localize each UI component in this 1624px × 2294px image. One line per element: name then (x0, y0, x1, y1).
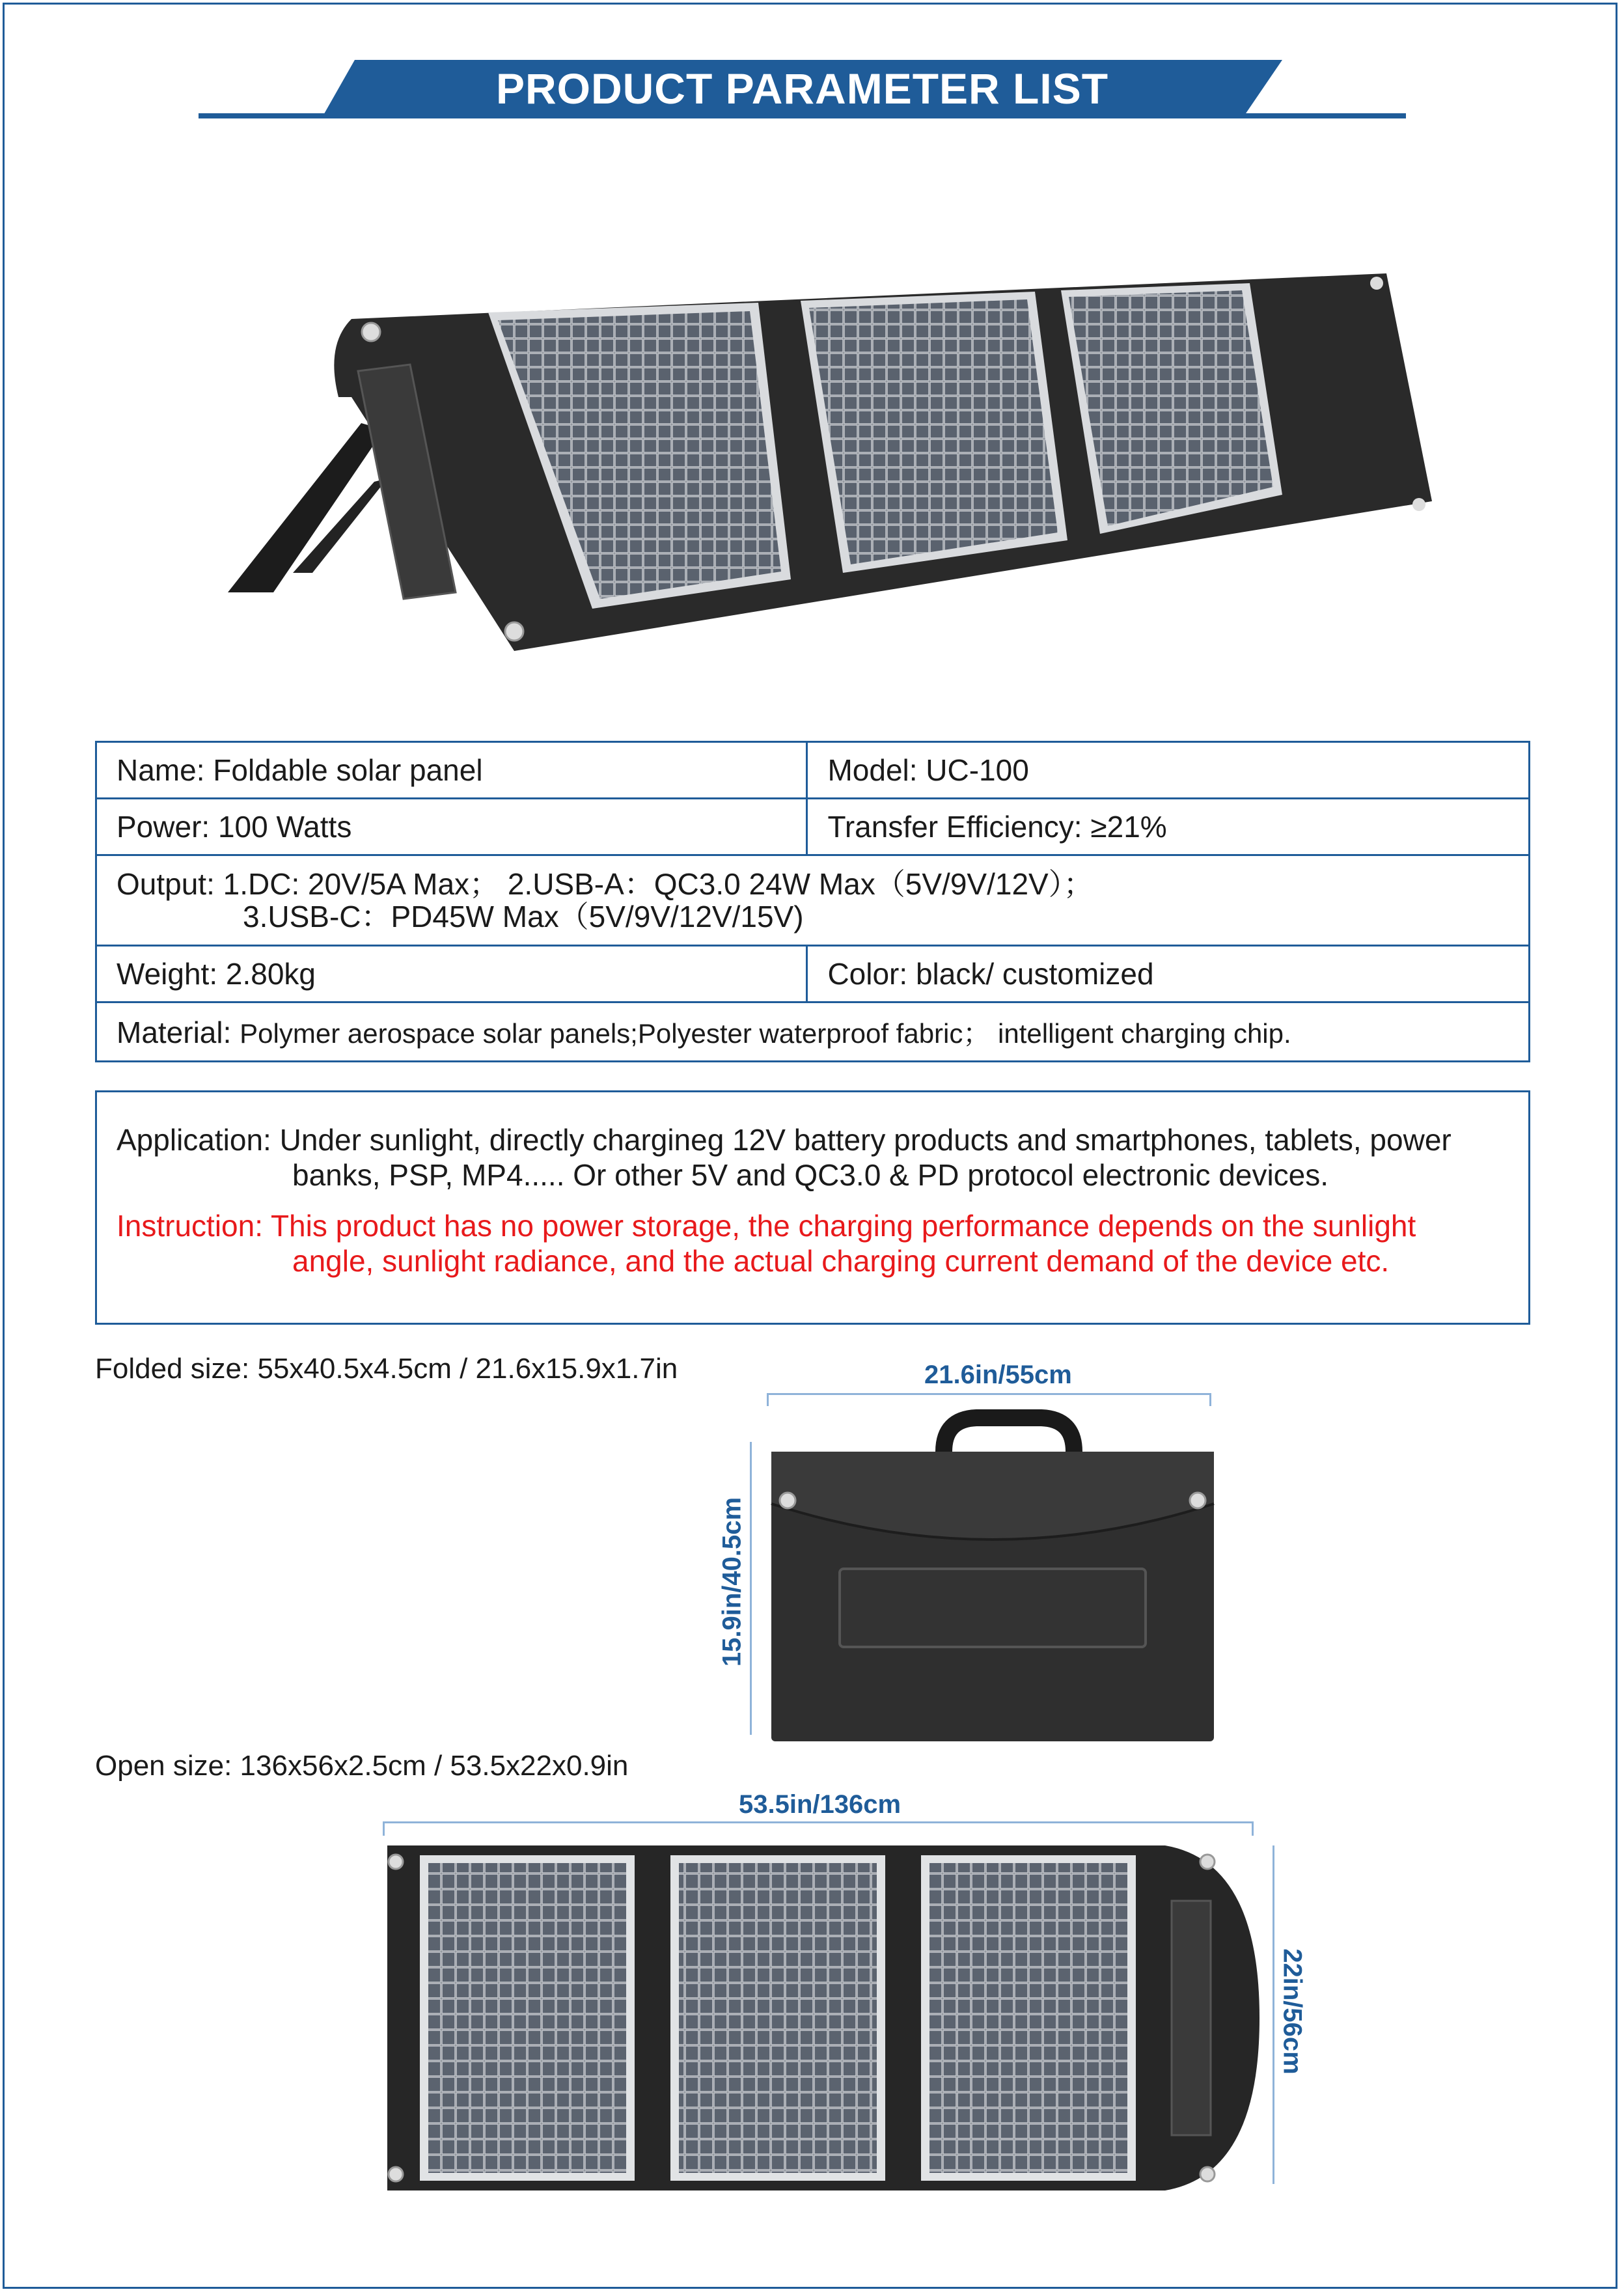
table-row (96, 1002, 1530, 1062)
open-height-dimension: 22in/56cm (1278, 1948, 1307, 2075)
application-label: Application: (117, 1123, 271, 1157)
open-width-dimension: 53.5in/136cm (739, 1790, 901, 1819)
instruction-text-1: This product has no power storage, the charging performance depends on the sunlight (270, 1209, 1416, 1243)
folded-width-line (768, 1393, 1211, 1395)
folded-width-tick-right (1209, 1393, 1211, 1406)
folded-width-dimension: 21.6in/55cm (924, 1361, 1072, 1389)
application-box (95, 1090, 1530, 1325)
open-width-tick-right (1252, 1821, 1254, 1836)
application-line-1 (117, 1122, 1516, 1157)
folded-height-dimension: 15.9in/40.5cm (717, 1497, 747, 1667)
table-row (96, 855, 1530, 946)
open-width-line (384, 1821, 1253, 1823)
output-line-1: Output: 1.DC: 20V/5A Max； 2.USB-A：QC3.0 24W Max（5V/9V/12V）； (117, 867, 1094, 901)
table-row (96, 742, 1530, 799)
param-weight: Weight: 2.80kg (96, 946, 807, 1002)
open-size-label: Open size: 136x56x2.5cm / 53.5x22x0.9in (95, 1750, 629, 1782)
folded-width-tick-left (767, 1393, 769, 1406)
param-model: Model: UC-100 (807, 742, 1530, 799)
param-efficiency: Transfer Efficiency: ≥21% (807, 799, 1530, 855)
instruction-line-1 (117, 1208, 1516, 1243)
folded-height-line (750, 1442, 752, 1735)
folded-size-label: Folded size: 55x40.5x4.5cm / 21.6x15.9x1.7in (95, 1353, 678, 1385)
instruction-text-2: angle, sunlight radiance, and the actual charging current demand of the device etc. (292, 1244, 1390, 1278)
folded-panel-image (768, 1406, 1217, 1745)
application-text-2: banks, PSP, MP4..... Or other 5V and QC3.0 & PD protocol electronic devices. (292, 1158, 1329, 1192)
open-width-tick-left (383, 1821, 385, 1836)
open-height-line (1273, 1845, 1274, 2184)
application-text-1: Under sunlight, directly chargineg 12V battery products and smartphones, tablets, power (279, 1123, 1452, 1157)
material-label: Material: (117, 1016, 232, 1049)
param-power: Power: 100 Watts (96, 799, 807, 855)
material-value: Polymer aerospace solar panels;Polyester waterproof fabric； intelligent charging chip. (240, 1018, 1291, 1049)
solar-panel-hero-image (228, 267, 1452, 651)
open-panel-image (384, 1842, 1263, 2194)
parameter-table (95, 741, 1530, 1062)
instruction-label: Instruction: (117, 1209, 263, 1243)
page-title: PRODUCT PARAMETER LIST (495, 64, 1109, 113)
table-row (96, 799, 1530, 855)
param-output (96, 855, 1530, 946)
table-row (96, 946, 1530, 1002)
param-name: Name: Foldable solar panel (96, 742, 807, 799)
param-color: Color: black/ customized (807, 946, 1530, 1002)
param-material (96, 1002, 1530, 1062)
output-line-2: 3.USB-C：PD45W Max（5V/9V/12V/15V) (243, 900, 804, 933)
